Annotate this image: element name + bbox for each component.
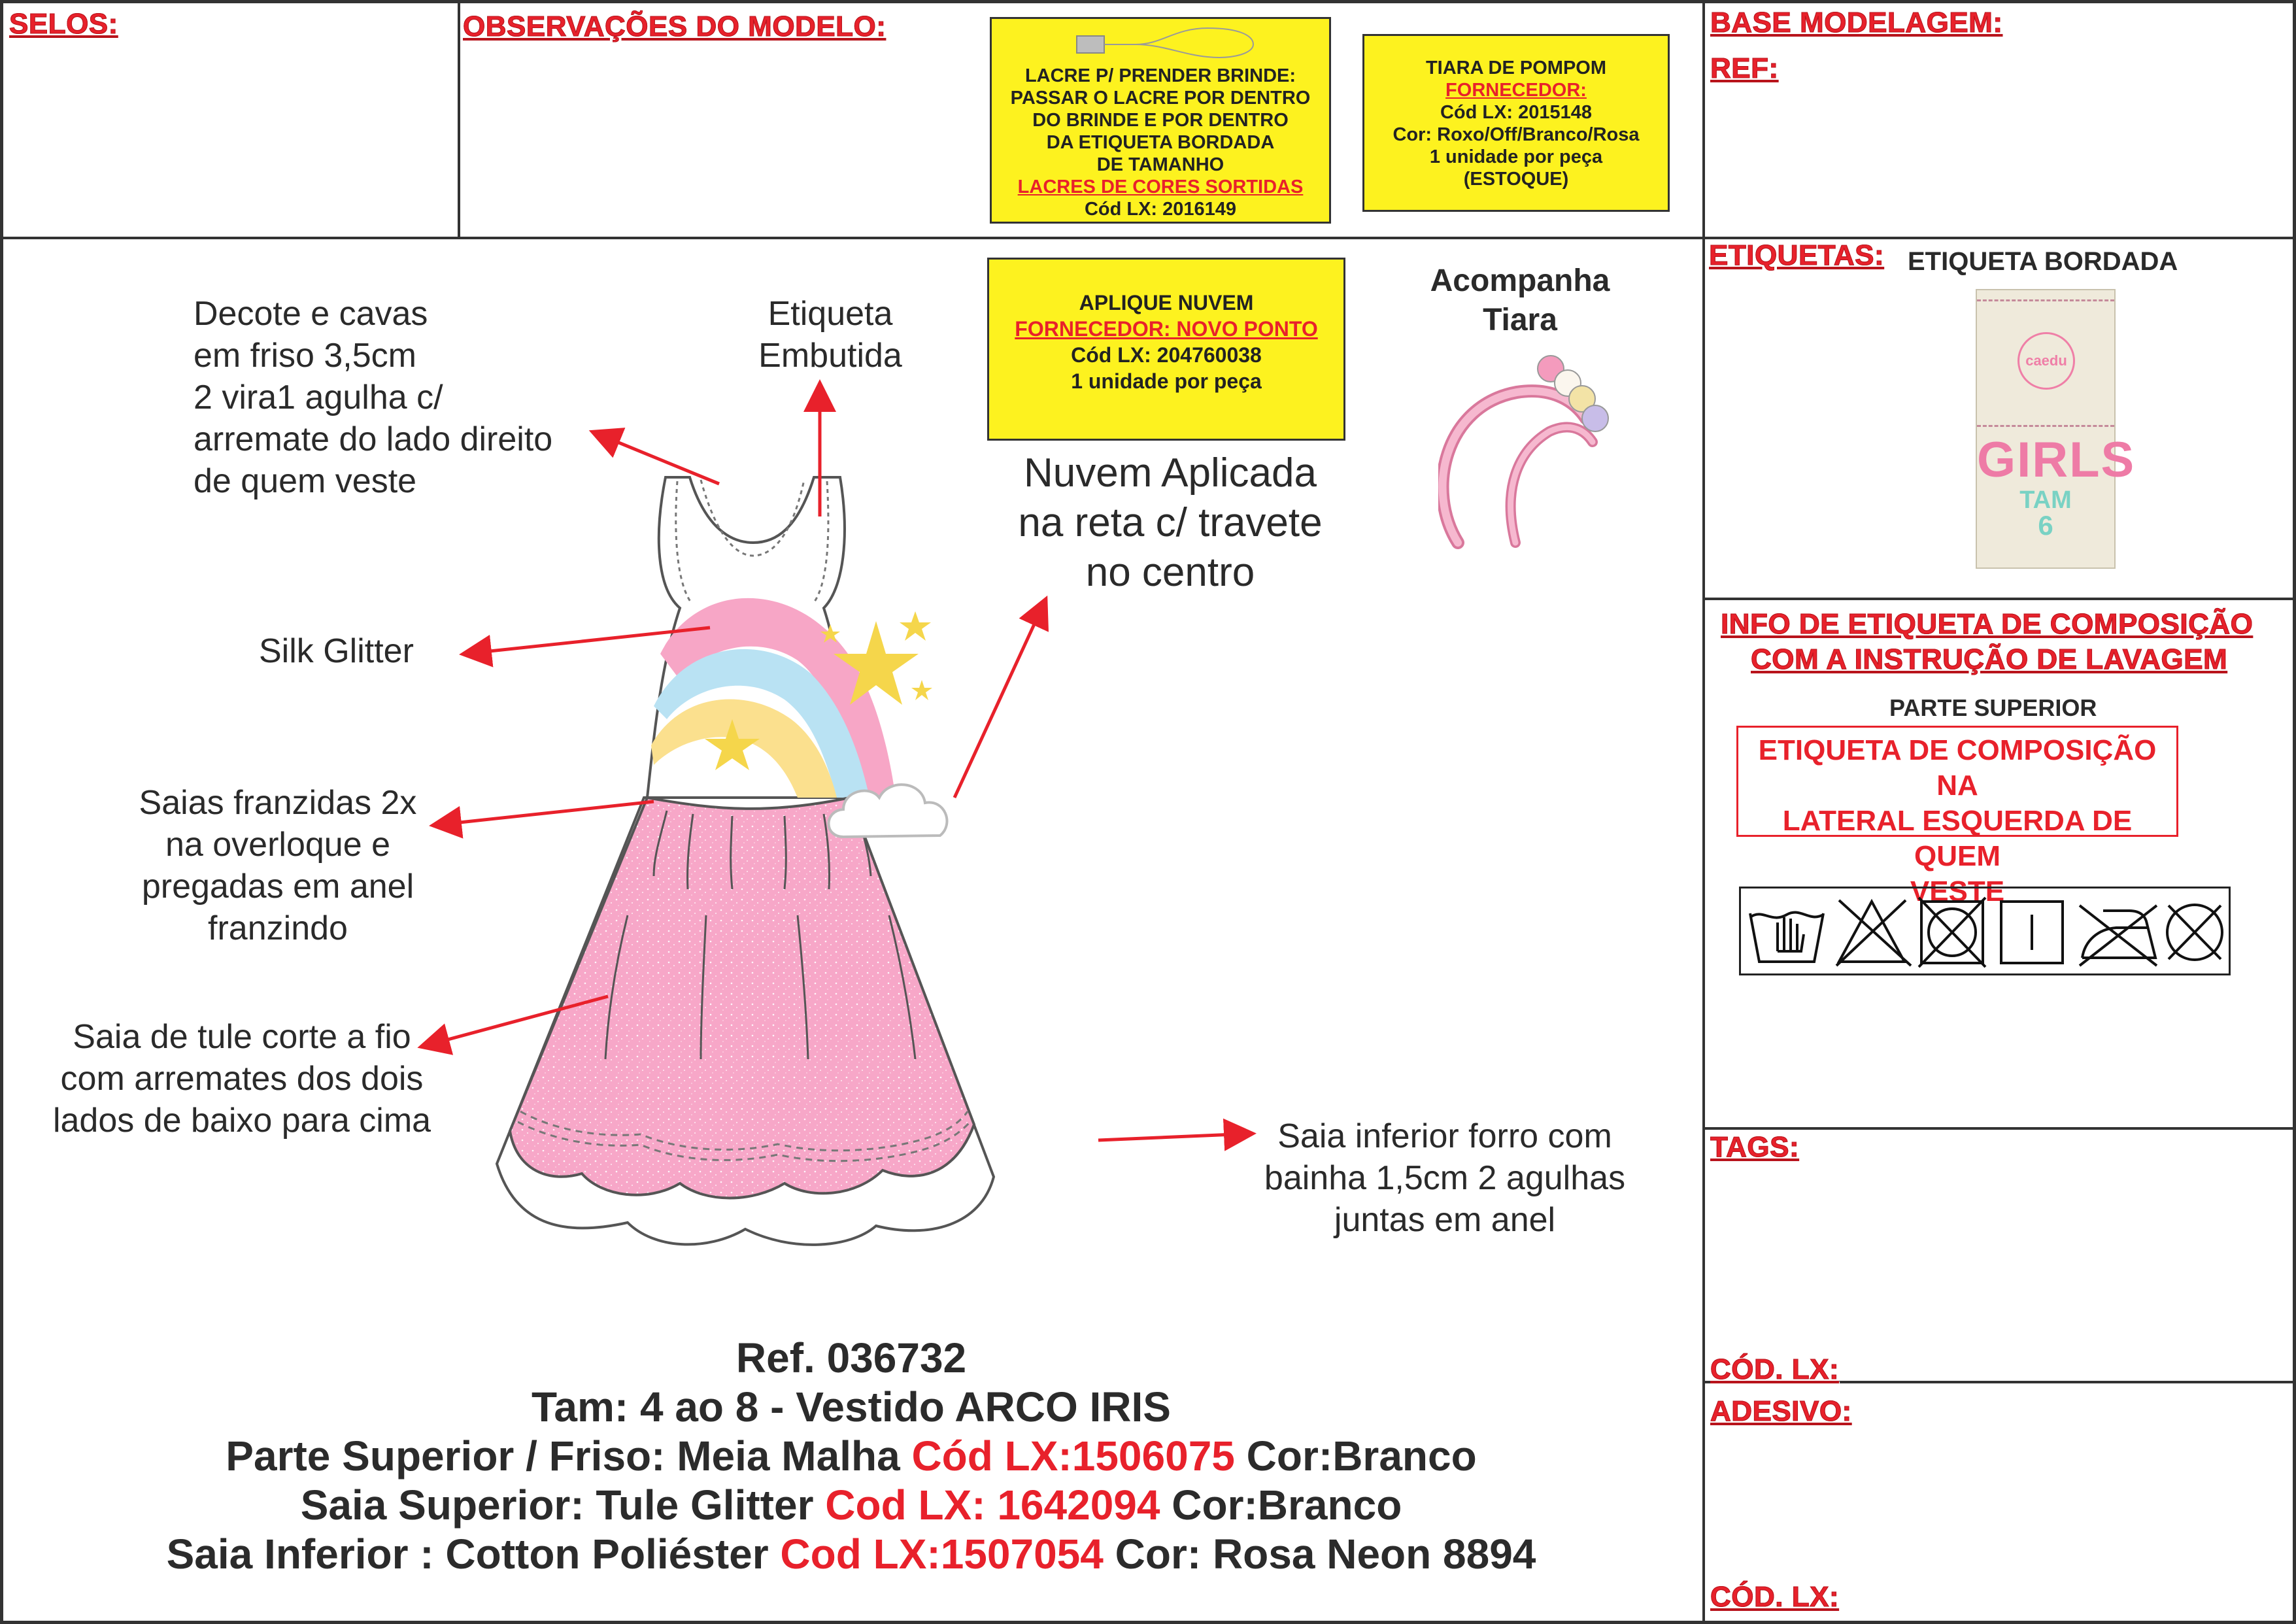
arrow-inferior [1098,1134,1250,1140]
acompanha-line-2: Tiara [1483,303,1557,337]
tiara-colors: Cor: Roxo/Off/Branco/Rosa [1393,124,1640,145]
etiqueta-line-2: Embutida [758,337,902,375]
lacre-line-3: DO BRINDE E POR DENTRO [1032,110,1289,131]
footer-l1-c: Cor:Branco [1234,1432,1477,1480]
tags-label: TAGS: [1710,1131,1800,1163]
nuvem-line-2: na reta c/ travete [1018,500,1323,545]
etiqueta-bordada-label: ETIQUETA BORDADA [1908,247,2178,276]
label-brand: caedu [2025,352,2067,369]
footer-l3-code: Cod LX:1507054 [780,1531,1104,1578]
tule-line-3: lados de baixo para cima [52,1102,431,1140]
saias-line-2: na overloque e [165,826,391,864]
footer-line-1 [0,1432,1702,1481]
label-tam: TAM [2019,486,2072,514]
tiara-code: Cód LX: 2015148 [1440,102,1593,123]
tiara-stock: (ESTOQUE) [1463,169,1569,190]
nuvem-line-3: no centro [1085,550,1255,595]
tiara-title: TIARA DE POMPOM [1425,58,1607,78]
label-stitch-mid [1977,425,2114,427]
line-dry-icon [2001,902,2063,963]
footer-ref: Ref. 036732 [735,1334,967,1381]
dry-clean-no-icon [2167,905,2222,960]
footer-l2-c: Cor:Branco [1160,1481,1402,1529]
label-size: 6 [2038,510,2053,541]
info-title-1: INFO DE ETIQUETA DE COMPOSIÇÃO [1721,608,2254,640]
footer-l2-a: Saia Superior: Tule Glitter [300,1481,826,1529]
care-symbols-box [1739,887,2231,975]
lacre-line-4: DA ETIQUETA BORDADA [1046,132,1275,153]
footer-l2-code: Cod LX: 1642094 [825,1481,1160,1529]
footer-l3-c: Cor: Rosa Neon 8894 [1103,1531,1536,1578]
label-brand-circle [2017,332,2075,390]
adesivo-label: ADESIVO: [1710,1395,1852,1427]
care-symbols [1741,888,2229,973]
arrow-silk [465,628,710,654]
base-modelagem-label: BASE MODELAGEM: [1710,7,2003,39]
observacoes-label: OBSERVAÇÕES DO MODELO: [463,10,886,42]
acompanha-line-1: Acompanha [1430,263,1610,298]
arrow-tule [424,996,608,1046]
footer-tam: Tam: 4 ao 8 - Vestido ARCO IRIS [532,1383,1171,1430]
hand-wash-icon [1750,913,1823,962]
lacre-line-1: LACRE P/ PRENDER BRINDE: [1024,65,1296,86]
decote-line-3: 2 vira1 agulha c/ [194,379,443,416]
lacre-line-2: PASSAR O LACRE POR DENTRO [1010,88,1311,109]
label-girls: GIRLS [1977,432,2136,488]
inferior-line-3: juntas em anel [1334,1201,1556,1239]
footer-l3-a: Saia Inferior : Cotton Poliéster [166,1531,781,1578]
tule-line-2: com arremates dos dois [60,1060,424,1098]
tumble-dry-no-icon [1919,898,1985,967]
label-stitch-top [1977,299,2114,301]
etiquetas-label: ETIQUETAS: [1709,239,1885,271]
decote-line-5: de quem veste [194,462,417,500]
aplique-supplier: FORNECEDOR: NOVO PONTO [1015,317,1318,341]
tiara-qty: 1 unidade por peça [1429,146,1603,167]
aplique-qty: 1 unidade por peça [1071,369,1262,393]
saias-line-1: Saias franzidas 2x [139,784,417,822]
footer-line-3 [0,1530,1702,1579]
silk-note: Silk Glitter [259,632,414,670]
saias-line-4: franzindo [208,909,348,947]
parte-superior-label: PARTE SUPERIOR [1889,694,2097,721]
inferior-line-2: bainha 1,5cm 2 agulhas [1264,1159,1626,1197]
footer-l1-code: Cód LX:1506075 [911,1432,1235,1480]
ref-label: REF: [1710,52,1779,84]
lacre-red-line: LACRES DE CORES SORTIDAS [1017,177,1304,197]
cod-lx-label-2: CÓD. LX: [1710,1581,1840,1613]
composicao-line-3: VESTE [1910,875,2005,907]
aplique-title: APLIQUE NUVEM [1079,291,1254,314]
inferior-line-1: Saia inferior forro com [1277,1117,1612,1155]
footer-line-2 [0,1481,1702,1530]
decote-line-2: em friso 3,5cm [194,337,416,375]
aplique-code: Cód LX: 204760038 [1071,343,1262,367]
lacre-line-5: DE TAMANHO [1096,154,1224,175]
bleach-no-icon [1836,900,1911,966]
composicao-line-1: ETIQUETA DE COMPOSIÇÃO NA [1758,734,2157,802]
arrow-nuvem [954,601,1045,798]
footer-l1-a: Parte Superior / Friso: Meia Malha [226,1432,912,1480]
saias-line-3: pregadas em anel [141,868,414,905]
selos-label: SELOS: [9,8,118,40]
tule-line-1: Saia de tule corte a fio [73,1018,411,1056]
arrow-saias [435,802,654,825]
composicao-box [1736,726,2178,907]
composicao-line-2: LATERAL ESQUERDA DE QUEM [1782,805,2133,872]
etiqueta-line-1: Etiqueta [768,295,893,333]
right-tags-cell [1702,1127,2296,1383]
cod-lx-label-1: CÓD. LX: [1710,1353,1840,1385]
nuvem-line-1: Nuvem Aplicada [1023,450,1317,496]
lacre-code: Cód LX: 2016149 [1084,199,1237,220]
arrow-decote [595,433,719,484]
decote-line-1: Decote e cavas [194,295,428,333]
decote-line-4: arremate do lado direito [194,420,553,458]
tiara-supplier: FORNECEDOR: [1445,80,1587,101]
embroidered-label [1976,289,2136,569]
iron-no-icon [2080,905,2157,966]
info-title-2: COM A INSTRUÇÃO DE LAVAGEM [1751,643,2228,675]
